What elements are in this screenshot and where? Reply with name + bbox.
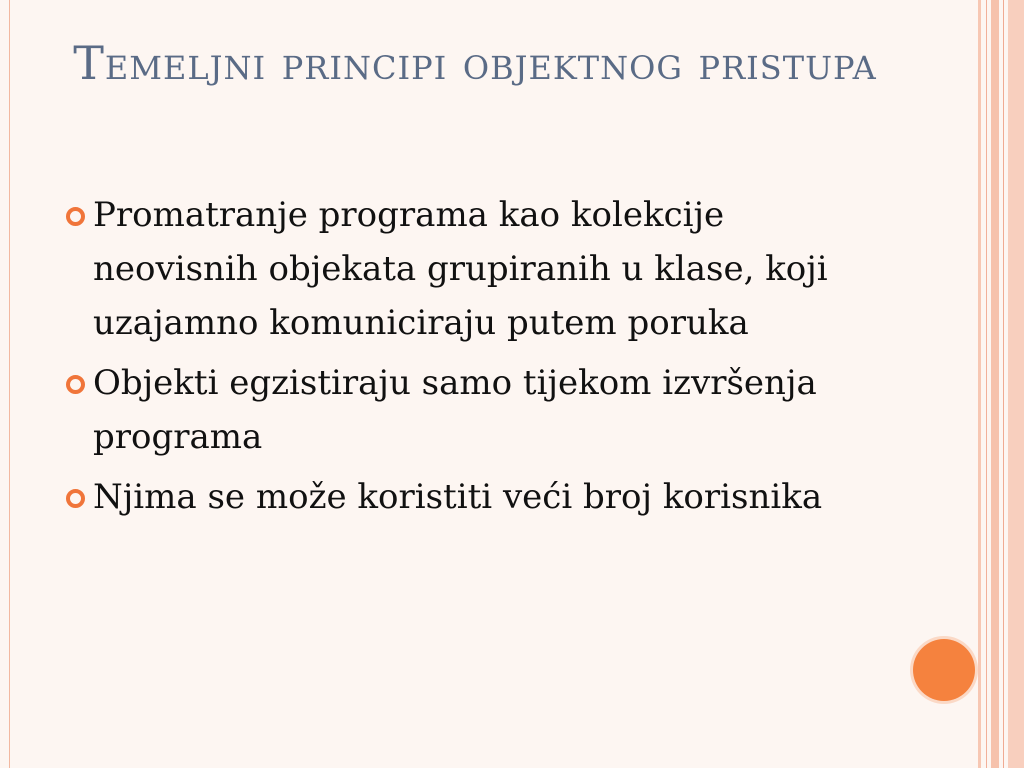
bullet-ring-icon — [66, 375, 85, 394]
bullet-text: Njima se može koristiti veći broj korisnika — [93, 477, 823, 517]
slide-frame-right-stripe — [1003, 0, 1004, 768]
slide-frame-left-line — [9, 0, 10, 768]
bullet-item — [62, 356, 882, 464]
slide-title: Temeljni principi objektnog pristupa — [73, 36, 877, 90]
bullet-text: Promatranje programa kao kolekcije neovisnih objekata grupiranih u klase, koji uzajamno komuniciraju putem poruka — [93, 195, 828, 343]
slide-frame-right-stripe — [991, 0, 999, 768]
bullet-item — [62, 188, 882, 350]
bullet-ring-icon — [66, 489, 85, 508]
bullet-list — [62, 188, 882, 530]
slide-frame-right-stripe — [978, 0, 981, 768]
bullet-text: Objekti egzistiraju samo tijekom izvršenja programa — [93, 363, 817, 457]
slide-frame-right-stripe — [1008, 0, 1024, 768]
bullet-item — [62, 470, 882, 524]
slide-frame-right-stripe — [986, 0, 987, 768]
decorative-circle — [913, 639, 975, 701]
bullet-ring-icon — [66, 207, 85, 226]
